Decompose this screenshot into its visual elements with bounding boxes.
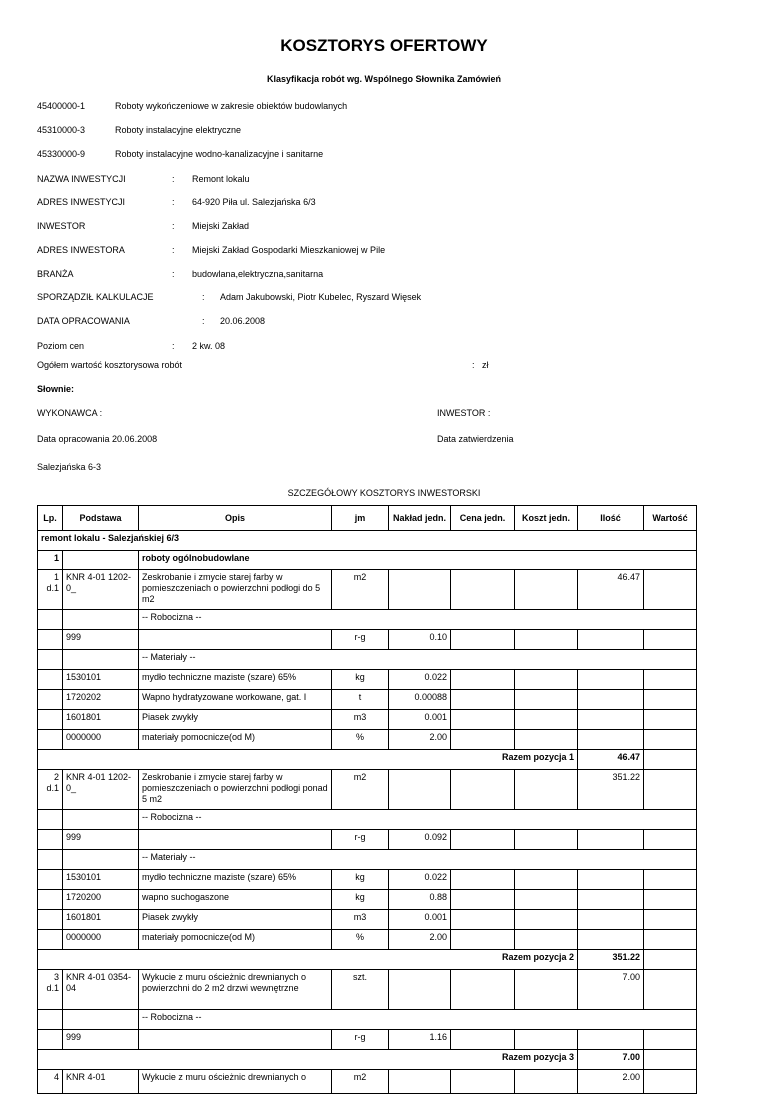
poziom-cen-value: 2 kw. 08 <box>192 341 226 351</box>
empty-cell <box>515 870 578 890</box>
empty-cell <box>451 690 515 710</box>
empty-cell <box>515 570 578 610</box>
position-lp: 4 <box>38 1070 63 1094</box>
ogolem-label: Ogółem wartość kosztorysowa robót <box>37 360 183 370</box>
position-row <box>38 570 697 610</box>
empty-cell <box>644 1070 697 1094</box>
material-jm: t <box>332 690 389 710</box>
empty-cell <box>38 830 63 850</box>
material-name: Wapno hydratyzowane workowane, gat. I <box>139 690 332 710</box>
colon: : <box>172 221 175 231</box>
material-jm: kg <box>332 870 389 890</box>
inwestor-label: INWESTOR <box>37 221 86 231</box>
empty-cell <box>578 830 644 850</box>
position-lp: 3 d.1 <box>38 970 63 1010</box>
cpv-desc: Roboty instalacyjne elektryczne <box>115 125 242 135</box>
adres-label: ADRES INWESTYCJI <box>37 197 126 207</box>
position-podstawa: KNR 4-01 1202-0_ <box>63 770 139 810</box>
empty-cell <box>451 830 515 850</box>
empty-cell <box>515 730 578 750</box>
empty-cell <box>644 750 697 770</box>
sporzadzil-label: SPORZĄDZIŁ KALKULACJE <box>37 292 154 302</box>
empty-cell <box>515 770 578 810</box>
position-lp: 1 d.1 <box>38 570 63 610</box>
section-title-cell: roboty ogólnobudowlane <box>139 551 697 570</box>
material-code: 1530101 <box>63 670 139 690</box>
material-code: 0000000 <box>63 730 139 750</box>
empty-cell <box>644 570 697 610</box>
data-opracowania-label: DATA OPRACOWANIA <box>37 316 130 326</box>
position-opis: Wykucie z muru ościeżnic drewnianych o powierzchni do 2 m2 drzwi wewnętrzne <box>139 970 332 1010</box>
inwestor-sign-label: INWESTOR : <box>437 408 491 418</box>
razem-label: Razem pozycja 3 <box>38 1050 578 1070</box>
empty-cell <box>644 950 697 970</box>
empty-cell <box>578 630 644 650</box>
cpv-desc: Roboty wykończeniowe w zakresie obiektów budowlanych <box>115 101 348 111</box>
empty-cell <box>578 870 644 890</box>
empty-cell <box>644 630 697 650</box>
empty-cell <box>63 551 139 570</box>
empty-cell <box>515 910 578 930</box>
material-row <box>38 670 697 690</box>
rob-jm: r-g <box>332 630 389 650</box>
material-naklad: 0.00088 <box>389 690 451 710</box>
empty-cell <box>451 930 515 950</box>
robocizna-row <box>38 630 697 650</box>
razem-row <box>38 750 697 770</box>
empty-cell <box>38 850 63 870</box>
empty-cell <box>578 710 644 730</box>
material-code: 0000000 <box>63 930 139 950</box>
col-header: Podstawa <box>63 506 139 531</box>
material-code: 1720202 <box>63 690 139 710</box>
empty-cell <box>38 690 63 710</box>
empty-cell <box>515 710 578 730</box>
material-naklad: 0.001 <box>389 910 451 930</box>
adres-value: 64-920 Piła ul. Salezjańska 6/3 <box>192 197 316 207</box>
material-naklad: 0.001 <box>389 710 451 730</box>
material-name: wapno suchogaszone <box>139 890 332 910</box>
ogolem-unit: zł <box>482 360 489 370</box>
wykonawca-label: WYKONAWCA : <box>37 408 103 418</box>
material-code: 1601801 <box>63 910 139 930</box>
empty-cell <box>63 610 139 630</box>
position-podstawa: KNR 4-01 1202-0_ <box>63 570 139 610</box>
group-title: remont lokalu - Salezjańskiej 6/3 <box>38 531 697 551</box>
table-header-row <box>38 506 697 531</box>
empty-cell <box>515 1030 578 1050</box>
razem-row <box>38 1050 697 1070</box>
empty-cell <box>38 710 63 730</box>
empty-cell <box>515 630 578 650</box>
col-header: jm <box>332 506 389 531</box>
material-name: materiały pomocnicze(od M) <box>139 730 332 750</box>
position-ilosc: 46.47 <box>578 570 644 610</box>
empty-cell <box>139 1030 332 1050</box>
razem-row <box>38 950 697 970</box>
material-naklad: 2.00 <box>389 930 451 950</box>
empty-cell <box>644 870 697 890</box>
nazwa-value: Remont lokalu <box>192 174 250 184</box>
position-jm: m2 <box>332 570 389 610</box>
empty-cell <box>451 870 515 890</box>
material-row <box>38 870 697 890</box>
empty-cell <box>578 910 644 930</box>
empty-cell <box>578 730 644 750</box>
empty-cell <box>515 970 578 1010</box>
empty-cell <box>38 1030 63 1050</box>
colon: : <box>172 269 175 279</box>
section-row <box>38 551 697 570</box>
colon: : <box>202 292 205 302</box>
classification-title: Klasyfikacja robót wg. Wspólnego Słownika Zamówień <box>266 74 502 84</box>
material-code: 1720200 <box>63 890 139 910</box>
colon: : <box>472 360 475 370</box>
robocizna-label-row <box>38 610 697 630</box>
empty-cell <box>451 770 515 810</box>
material-name: mydło techniczne maziste (szare) 65% <box>139 870 332 890</box>
section-title: SZCZEGÓŁOWY KOSZTORYS INWESTORSKI <box>287 488 481 498</box>
material-name: mydło techniczne maziste (szare) 65% <box>139 670 332 690</box>
adres-inwestora-value: Miejski Zakład Gospodarki Mieszkaniowej w Pile <box>192 245 386 255</box>
empty-cell <box>451 1070 515 1094</box>
empty-cell <box>644 690 697 710</box>
empty-cell <box>451 630 515 650</box>
material-row <box>38 890 697 910</box>
position-lp: 2 d.1 <box>38 770 63 810</box>
empty-cell <box>644 730 697 750</box>
empty-cell <box>389 970 451 1010</box>
empty-cell <box>644 710 697 730</box>
empty-cell <box>451 1030 515 1050</box>
empty-cell <box>139 630 332 650</box>
empty-cell <box>63 810 139 830</box>
site-name: Salezjańska 6-3 <box>37 462 102 472</box>
adres-inwestora-label: ADRES INWESTORA <box>37 245 125 255</box>
material-jm: % <box>332 730 389 750</box>
empty-cell <box>451 890 515 910</box>
materialy-label-row <box>38 850 697 870</box>
empty-cell <box>644 930 697 950</box>
cpv-code: 45330000-9 <box>37 149 86 159</box>
section-number: 1 <box>38 551 63 570</box>
empty-cell <box>451 910 515 930</box>
empty-cell <box>38 870 63 890</box>
position-opis: Wykucie z muru ościeżnic drewnianych o <box>139 1070 332 1094</box>
branza-label: BRANŻA <box>37 269 74 279</box>
empty-cell <box>38 630 63 650</box>
empty-cell <box>38 810 63 830</box>
empty-cell <box>451 570 515 610</box>
material-row <box>38 710 697 730</box>
position-ilosc: 2.00 <box>578 1070 644 1094</box>
cost-table-body <box>37 505 697 1094</box>
rob-code: 999 <box>63 630 139 650</box>
empty-cell <box>389 1070 451 1094</box>
rob-code: 999 <box>63 1030 139 1050</box>
material-row <box>38 690 697 710</box>
empty-cell <box>38 650 63 670</box>
position-podstawa: KNR 4-01 0354-04 <box>63 970 139 1010</box>
position-jm: szt. <box>332 970 389 1010</box>
robocizna-label: -- Robocizna -- <box>139 610 697 630</box>
empty-cell <box>644 970 697 1010</box>
poziom-cen-label: Poziom cen <box>37 341 85 351</box>
empty-cell <box>38 610 63 630</box>
col-header: Lp. <box>38 506 63 531</box>
robocizna-row <box>38 1030 697 1050</box>
cpv-code: 45310000-3 <box>37 125 86 135</box>
col-header: Opis <box>139 506 332 531</box>
document-title: KOSZTORYS OFERTOWY <box>280 36 488 55</box>
position-row <box>38 970 697 1010</box>
empty-cell <box>38 910 63 930</box>
material-name: Piasek zwykły <box>139 710 332 730</box>
cpv-desc: Roboty instalacyjne wodno-kanalizacyjne i sanitarne <box>115 149 324 159</box>
empty-cell <box>644 910 697 930</box>
robocizna-label-row <box>38 1010 697 1030</box>
material-jm: m3 <box>332 910 389 930</box>
material-row <box>38 730 697 750</box>
empty-cell <box>389 570 451 610</box>
empty-cell <box>644 670 697 690</box>
empty-cell <box>38 670 63 690</box>
branza-value: budowlana,elektryczna,sanitarna <box>192 269 324 279</box>
group-row <box>38 531 697 551</box>
position-row <box>38 1070 697 1094</box>
material-naklad: 0.022 <box>389 870 451 890</box>
empty-cell <box>515 670 578 690</box>
position-opis: Zeskrobanie i zmycie starej farby w pomieszczeniach o powierzchni podłogi do 5 m2 <box>139 570 332 610</box>
robocizna-label: -- Robocizna -- <box>139 1010 697 1030</box>
empty-cell <box>63 1010 139 1030</box>
empty-cell <box>515 890 578 910</box>
col-header: Nakład jedn. <box>389 506 451 531</box>
materialy-label: -- Materiały -- <box>139 850 697 870</box>
rob-naklad: 0.10 <box>389 630 451 650</box>
materialy-label: -- Materiały -- <box>139 650 697 670</box>
material-row <box>38 930 697 950</box>
empty-cell <box>644 1050 697 1070</box>
razem-label: Razem pozycja 2 <box>38 950 578 970</box>
material-jm: kg <box>332 890 389 910</box>
data-opracowania-value: 20.06.2008 <box>220 316 266 326</box>
rob-naklad: 0.092 <box>389 830 451 850</box>
empty-cell <box>139 830 332 850</box>
position-podstawa: KNR 4-01 <box>63 1070 139 1094</box>
rob-naklad: 1.16 <box>389 1030 451 1050</box>
empty-cell <box>38 1010 63 1030</box>
razem-label: Razem pozycja 1 <box>38 750 578 770</box>
colon: : <box>172 174 175 184</box>
inwestor-value: Miejski Zakład <box>192 221 250 231</box>
data-opracowania-sign: Data opracowania 20.06.2008 <box>37 434 158 444</box>
robocizna-label-row <box>38 810 697 830</box>
position-ilosc: 351.22 <box>578 770 644 810</box>
empty-cell <box>38 730 63 750</box>
razem-value: 46.47 <box>578 750 644 770</box>
data-zatwierdzenia-label: Data zatwierdzenia <box>437 434 514 444</box>
material-naklad: 2.00 <box>389 730 451 750</box>
empty-cell <box>515 690 578 710</box>
empty-cell <box>389 770 451 810</box>
material-jm: kg <box>332 670 389 690</box>
empty-cell <box>578 690 644 710</box>
nazwa-label: NAZWA INWESTYCJI <box>37 174 126 184</box>
col-header: Wartość <box>644 506 697 531</box>
material-code: 1530101 <box>63 870 139 890</box>
empty-cell <box>578 670 644 690</box>
position-jm: m2 <box>332 770 389 810</box>
robocizna-row <box>38 830 697 850</box>
empty-cell <box>578 890 644 910</box>
colon: : <box>172 245 175 255</box>
empty-cell <box>451 710 515 730</box>
col-header: Ilość <box>578 506 644 531</box>
material-row <box>38 910 697 930</box>
rob-code: 999 <box>63 830 139 850</box>
empty-cell <box>38 890 63 910</box>
material-name: Piasek zwykły <box>139 910 332 930</box>
material-code: 1601801 <box>63 710 139 730</box>
robocizna-label: -- Robocizna -- <box>139 810 697 830</box>
empty-cell <box>451 670 515 690</box>
empty-cell <box>578 930 644 950</box>
colon: : <box>172 197 175 207</box>
empty-cell <box>63 650 139 670</box>
empty-cell <box>644 830 697 850</box>
col-header: Cena jedn. <box>451 506 515 531</box>
empty-cell <box>515 930 578 950</box>
position-ilosc: 7.00 <box>578 970 644 1010</box>
razem-value: 7.00 <box>578 1050 644 1070</box>
empty-cell <box>451 970 515 1010</box>
material-name: materiały pomocnicze(od M) <box>139 930 332 950</box>
material-jm: % <box>332 930 389 950</box>
empty-cell <box>63 850 139 870</box>
colon: : <box>202 316 205 326</box>
slownie-label: Słownie: <box>37 384 75 394</box>
material-naklad: 0.022 <box>389 670 451 690</box>
empty-cell <box>644 770 697 810</box>
material-jm: m3 <box>332 710 389 730</box>
cpv-code: 45400000-1 <box>37 101 86 111</box>
colon: : <box>172 341 175 351</box>
empty-cell <box>644 1030 697 1050</box>
empty-cell <box>644 890 697 910</box>
materialy-label-row <box>38 650 697 670</box>
empty-cell <box>451 730 515 750</box>
material-naklad: 0.88 <box>389 890 451 910</box>
rob-jm: r-g <box>332 830 389 850</box>
col-header: Koszt jedn. <box>515 506 578 531</box>
razem-value: 351.22 <box>578 950 644 970</box>
empty-cell <box>578 1030 644 1050</box>
empty-cell <box>515 830 578 850</box>
empty-cell <box>515 1070 578 1094</box>
position-row <box>38 770 697 810</box>
empty-cell <box>38 930 63 950</box>
rob-jm: r-g <box>332 1030 389 1050</box>
position-jm: m2 <box>332 1070 389 1094</box>
sporzadzil-value: Adam Jakubowski, Piotr Kubelec, Ryszard Więsek <box>220 292 422 302</box>
position-opis: Zeskrobanie i zmycie starej farby w pomieszczeniach o powierzchni podłogi ponad 5 m2 <box>139 770 332 810</box>
